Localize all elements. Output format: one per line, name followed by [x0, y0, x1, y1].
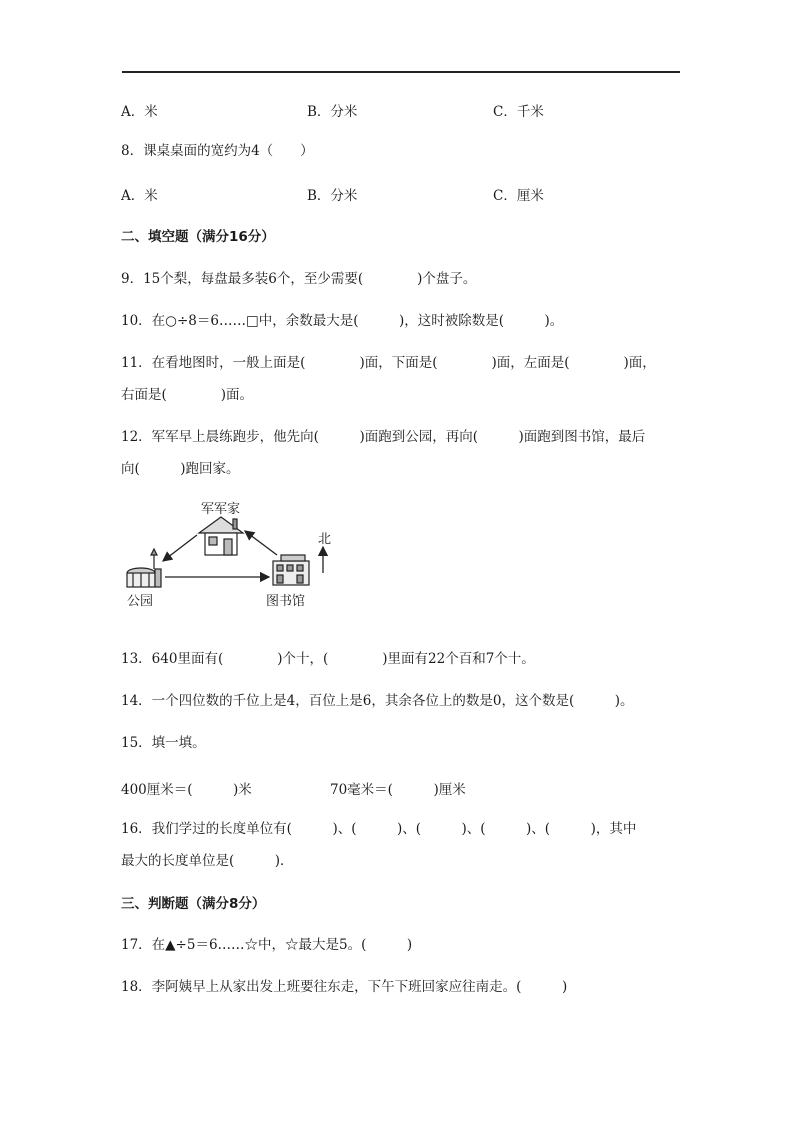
q7-option-b: B．分米: [307, 104, 358, 120]
question-11-line-1: 11．在看地图时，一般上面是( )面，下面是( )面，左面是( )面，: [121, 355, 656, 371]
q8-option-c: C．厘米: [493, 188, 544, 204]
question-9: 9．15个梨，每盘最多装6个，至少需要( )个盘子。: [121, 271, 477, 287]
question-15-part-b: 70毫米＝( )厘米: [330, 782, 466, 798]
header-rule: [122, 71, 680, 73]
question-10: 10．在○÷8＝6……□中，余数最大是( )，这时被除数是( )。: [121, 313, 564, 329]
question-12-line-1: 12．军军早上晨练跑步，他先向( )面跑到公园，再向( )面跑到图书馆，最后: [121, 429, 646, 445]
question-15: 15．填一填。: [121, 735, 206, 751]
q8-option-b: B．分米: [307, 188, 358, 204]
question-12-line-2: 向( )跑回家。: [121, 461, 240, 477]
question-14: 14．一个四位数的千位上是4，百位上是6，其余各位上的数是0，这个数是( )。: [121, 693, 634, 709]
route-map: [121, 495, 361, 615]
q8-option-a: A．米: [121, 188, 158, 204]
arrow-library-to-home: [245, 531, 277, 555]
question-15-part-a: 400厘米＝( )米: [121, 782, 252, 798]
map-label-library: 图书馆: [266, 594, 306, 609]
section-3-heading: 三、判断题（满分8分）: [121, 896, 266, 912]
question-16-line-2: 最大的长度单位是( )．: [121, 853, 294, 869]
q7-option-c: C．千米: [493, 104, 544, 120]
arrow-home-to-park: [163, 535, 197, 561]
park-icon: [127, 549, 161, 587]
q7-option-a: A．米: [121, 104, 158, 120]
question-13: 13．640里面有( )个十，( )里面有22个百和7个十。: [121, 651, 535, 667]
question-11-line-2: 右面是( )面。: [121, 387, 254, 403]
home-icon: [199, 517, 243, 555]
library-icon: [273, 555, 309, 585]
question-17: 17．在▲÷5＝6……☆中，☆最大是5。( ): [121, 937, 413, 953]
map-label-north: 北: [318, 532, 332, 547]
question-8: 8．课桌桌面的宽约为4（ ）: [121, 143, 314, 159]
map-label-home: 军军家: [201, 502, 241, 517]
section-2-heading: 二、填空题（满分16分）: [121, 229, 275, 245]
question-18: 18．李阿姨早上从家出发上班要往东走，下午下班回家应往南走。( ): [121, 979, 568, 995]
question-16-line-1: 16．我们学过的长度单位有( )、( )、( )、( )、( )，其中: [121, 821, 637, 837]
map-label-park: 公园: [127, 594, 154, 609]
